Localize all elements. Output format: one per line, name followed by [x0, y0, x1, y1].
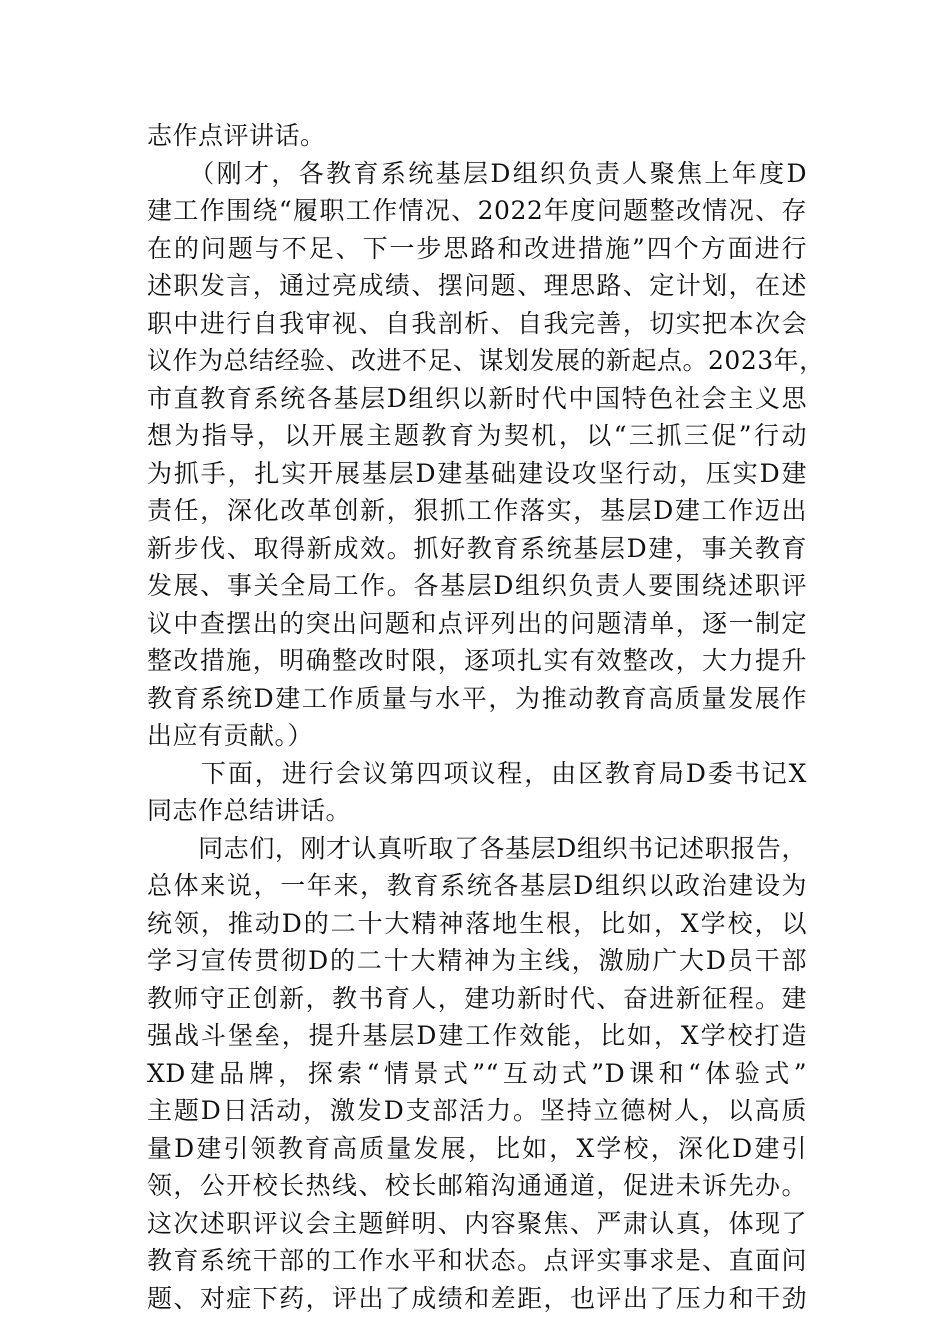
text-line: 总体来说，一年来，教育系统各基层D组织以政治建设为 [147, 871, 807, 900]
text-line: 量D建引领教育高质量发展，比如，X学校，深化D建引 [147, 1133, 807, 1163]
text-line: 领，公开校长热线、校长邮箱沟通通道，促进未诉先办。 [147, 1171, 807, 1200]
text-line: 议作为总结经验、改进不足、谋划发展的新起点。2023年， [147, 346, 825, 375]
text-line: （刚才，各教育系统基层D组织负责人聚焦上年度D [147, 158, 807, 188]
text-line: 同志作总结讲话。 [147, 796, 352, 825]
text-line: 教育系统干部的工作水平和状态。点评实事求是、直面问 [147, 1246, 807, 1275]
text-line: 市直教育系统各基层D组织以新时代中国特色社会主义思 [147, 383, 807, 413]
text-line: 出应有贡献。） [147, 721, 314, 750]
text-line: 题、对症下药，评出了成绩和差距，也评出了压力和干劲 [147, 1283, 807, 1313]
text-line: 志作点评讲话。 [147, 121, 326, 150]
text-line: 下面，进行会议第四项议程，由区教育局D委书记X [147, 758, 807, 788]
text-line: 职中进行自我审视、自我剖析、自我完善，切实把本次会 [147, 308, 807, 338]
text-line: 议中查摆出的突出问题和点评列出的问题清单，逐一制定 [147, 608, 807, 638]
text-line: 新步伐、取得新成效。抓好教育系统基层D建，事关教育 [147, 533, 807, 563]
text-line: 强战斗堡垒，提升基层D建工作效能，比如，X学校打造 [147, 1021, 807, 1050]
text-line: 同志们，刚才认真听取了各基层D组织书记述职报告， [147, 833, 807, 863]
text-line: 述职发言，通过亮成绩、摆问题、理思路、定计划，在述 [147, 271, 807, 300]
text-line: 建工作围绕“履职工作情况、2022年度问题整改情况、存 [147, 196, 807, 225]
text-line: 教育系统D建工作质量与水平，为推动教育高质量发展作 [147, 683, 807, 713]
text-line: 责任，深化改革创新，狠抓工作落实，基层D建工作迈出 [147, 496, 807, 525]
text-line: 想为指导，以开展主题教育为契机，以“三抓三促”行动 [147, 421, 807, 450]
text-line: 整改措施，明确整改时限，逐项扎实有效整改，大力提升 [147, 646, 807, 675]
text-line: 为抓手，扎实开展基层D建基础建设攻坚行动，压实D建 [147, 458, 807, 488]
text-line: 统领，推动D的二十大精神落地生根，比如，X学校，以 [147, 908, 807, 938]
text-line: 教师守正创新，教书育人，建功新时代、奋进新征程。建 [147, 983, 807, 1013]
text-line: 发展、事关全局工作。各基层D组织负责人要围绕述职评 [147, 571, 807, 600]
text-line: 主题D日活动，激发D支部活力。坚持立德树人，以高质 [147, 1096, 807, 1125]
text-line: 在的问题与不足、下一步思路和改进措施”四个方面进行 [147, 233, 807, 263]
text-line: XD建品牌，探索“情景式”“互动式”D课和“体验式” [147, 1058, 807, 1088]
document-body [147, 117, 825, 1317]
text-line: 这次述职评议会主题鲜明、内容聚焦、严肃认真，体现了 [147, 1208, 807, 1238]
text-line: 学习宣传贯彻D的二十大精神为主线，激励广大D员干部 [147, 946, 807, 975]
